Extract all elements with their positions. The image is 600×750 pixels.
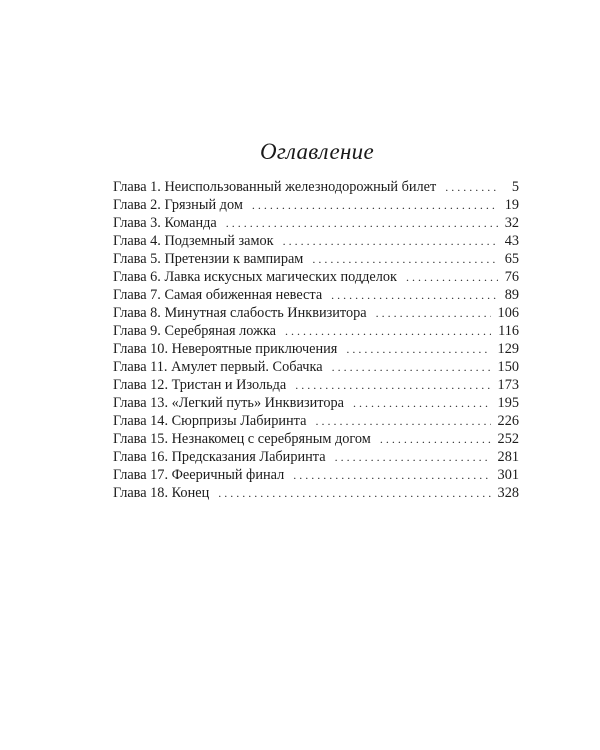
toc-dot-leader — [332, 358, 491, 376]
toc-entry-label: Глава 6. Лавка искусных магических подделок — [113, 269, 397, 285]
toc-dot-leader — [252, 196, 498, 214]
toc-entry-label: Глава 3. Команда — [113, 215, 217, 231]
toc-entry-label: Глава 1. Неиспользованный железнодорожный билет — [113, 179, 437, 195]
toc-dot-leader — [335, 448, 491, 466]
toc-entry-label: Глава 16. Предсказания Лабиринта — [113, 449, 326, 465]
toc-entry-label: Глава 12. Тристан и Изольда — [113, 377, 287, 393]
toc-entry — [113, 214, 519, 232]
toc-entry-page: 76 — [504, 269, 519, 285]
toc-entry-page: 129 — [497, 341, 519, 357]
toc-dot-leader — [293, 466, 490, 484]
toc-dot-leader — [285, 322, 491, 340]
toc-list — [113, 178, 519, 502]
toc-dot-leader — [346, 340, 490, 358]
toc-entry-label: Глава 17. Фееричный финал — [113, 467, 285, 483]
toc-entry — [113, 358, 519, 376]
toc-entry-page: 89 — [504, 287, 519, 303]
toc-entry — [113, 268, 519, 286]
toc-title: Оглавление — [259, 139, 374, 164]
toc-dot-leader — [445, 178, 498, 196]
toc-dot-leader — [315, 412, 490, 430]
toc-entry — [113, 232, 519, 250]
toc-entry-page: 106 — [497, 305, 519, 321]
toc-dot-leader — [376, 304, 491, 322]
toc-entry-page: 65 — [504, 251, 519, 267]
toc-entry — [113, 466, 519, 484]
toc-entry — [113, 322, 519, 340]
toc-dot-leader — [312, 250, 497, 268]
toc-dot-leader — [353, 394, 491, 412]
toc-entry — [113, 340, 519, 358]
toc-entry-label: Глава 14. Сюрпризы Лабиринта — [113, 413, 307, 429]
toc-entry-label: Глава 18. Конец — [113, 485, 210, 501]
toc-entry-label: Глава 5. Претензии к вампирам — [113, 251, 304, 267]
toc-entry-label: Глава 4. Подземный замок — [113, 233, 274, 249]
toc-entry-page: 5 — [511, 179, 519, 195]
toc-entry — [113, 448, 519, 466]
toc-entry-page: 173 — [497, 377, 519, 393]
toc-entry-page: 150 — [497, 359, 519, 375]
toc-entry-label: Глава 7. Самая обиженная невеста — [113, 287, 323, 303]
toc-entry — [113, 250, 519, 268]
toc-entry-page: 43 — [504, 233, 519, 249]
toc-entry-label: Глава 10. Невероятные приключения — [113, 341, 338, 357]
toc-entry-label: Глава 8. Минутная слабость Инквизитора — [113, 305, 367, 321]
toc-entry-label: Глава 15. Незнакомец с серебряным догом — [113, 431, 371, 447]
toc-dot-leader — [226, 214, 498, 232]
toc-entry — [113, 394, 519, 412]
toc-dot-leader — [331, 286, 498, 304]
toc-entry-page: 19 — [504, 197, 519, 213]
toc-dot-leader — [406, 268, 498, 286]
toc-entry — [113, 304, 519, 322]
toc-entry-label: Глава 9. Серебряная ложка — [113, 323, 277, 339]
toc-entry-label: Глава 13. «Легкий путь» Инквизитора — [113, 395, 344, 411]
toc-entry-page: 328 — [497, 485, 519, 501]
toc-dot-leader — [283, 232, 498, 250]
toc-entry — [113, 286, 519, 304]
toc-entry-page: 301 — [497, 467, 519, 483]
toc-entry — [113, 484, 519, 502]
toc-dot-leader — [218, 484, 490, 502]
toc-entry — [113, 430, 519, 448]
toc-dot-leader — [380, 430, 491, 448]
toc-dot-leader — [295, 376, 490, 394]
toc-entry-page: 226 — [497, 413, 519, 429]
toc-entry-label: Глава 2. Грязный дом — [113, 197, 243, 213]
toc-entry-page: 252 — [497, 431, 519, 447]
toc-entry — [113, 178, 519, 196]
toc-entry — [113, 412, 519, 430]
toc-entry-label: Глава 11. Амулет первый. Собачка — [113, 359, 323, 375]
toc-entry-page: 281 — [497, 449, 519, 465]
toc-entry-page: 116 — [498, 323, 519, 339]
toc-entry — [113, 376, 519, 394]
toc-entry — [113, 196, 519, 214]
toc-entry-page: 195 — [497, 395, 519, 411]
toc-entry-page: 32 — [504, 215, 519, 231]
